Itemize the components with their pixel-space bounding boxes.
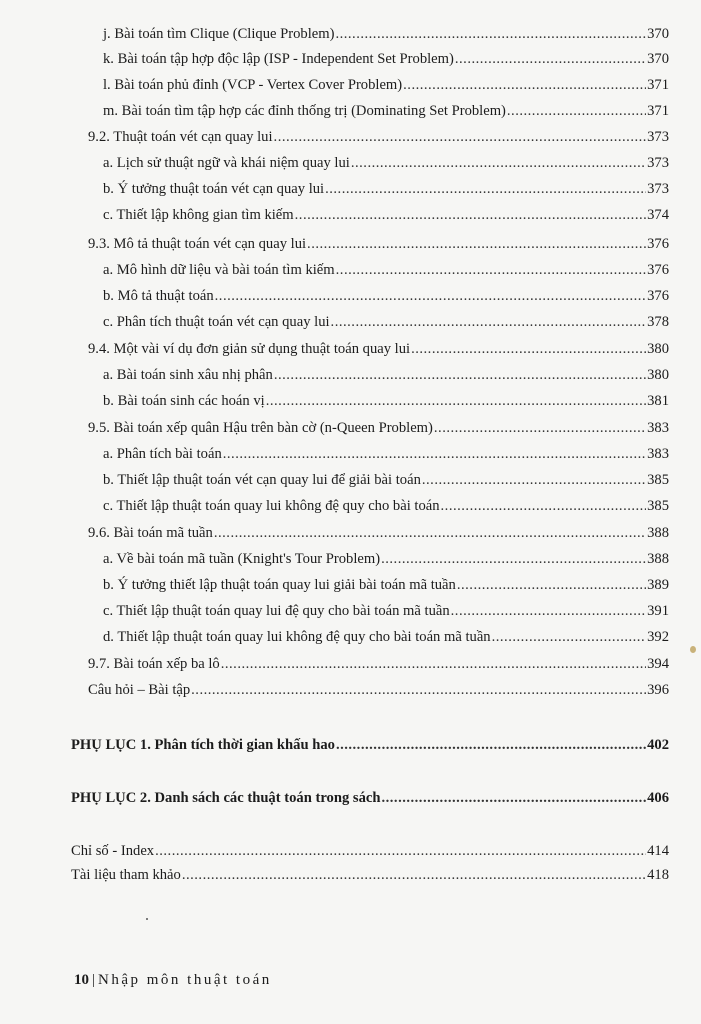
toc-section-entry — [88, 419, 669, 437]
toc-leader-dots — [266, 392, 646, 410]
toc-entry — [103, 180, 669, 198]
toc-entry-title: a. Phân tích bài toán — [103, 446, 222, 462]
scan-speck — [690, 646, 696, 653]
toc-entry-page: 383 — [647, 420, 669, 436]
toc-entry-title: j. Bài toán tìm Clique (Clique Problem) — [103, 26, 335, 42]
toc-entry — [103, 76, 669, 94]
toc-entry-page: 370 — [647, 26, 669, 42]
toc-entry — [103, 602, 669, 620]
toc-entry-title: a. Về bài toán mã tuần (Knight's Tour Problem) — [103, 551, 381, 567]
toc-entry-page: 392 — [647, 629, 669, 645]
toc-entry-page: 414 — [647, 843, 669, 859]
toc-leader-dots — [215, 287, 646, 305]
toc-entry-page: 376 — [647, 288, 669, 304]
toc-entry — [103, 50, 669, 68]
toc-entry — [103, 445, 669, 463]
toc-entry-title: 9.2. Thuật toán vét cạn quay lui — [88, 129, 273, 145]
toc-entry-page: 373 — [647, 129, 669, 145]
toc-leader-dots — [274, 128, 647, 146]
toc-entry-title: Chỉ số - Index — [71, 843, 155, 859]
toc-entry — [103, 261, 669, 279]
toc-entry-title: PHỤ LỤC 1. Phân tích thời gian khấu hao — [71, 737, 335, 753]
toc-appendix-entry — [71, 736, 669, 754]
toc-entry — [103, 497, 669, 515]
toc-leader-dots — [331, 313, 647, 331]
toc-entry-title: PHỤ LỤC 2. Danh sách các thuật toán trong sách — [71, 790, 381, 806]
toc-leader-dots — [457, 576, 646, 594]
page-footer — [74, 972, 272, 989]
toc-leader-dots — [155, 842, 646, 860]
toc-entry-page: 385 — [647, 472, 669, 488]
toc-leader-dots — [214, 524, 646, 542]
toc-leader-dots — [381, 789, 646, 807]
toc-leader-dots — [422, 471, 646, 489]
toc-entry-title: b. Ý tưởng thiết lập thuật toán quay lui giải bài toán mã tuần — [103, 577, 456, 593]
toc-entry-title: m. Bài toán tìm tập hợp các đỉnh thống trị (Dominating Set Problem) — [103, 103, 506, 119]
toc-entry — [103, 550, 669, 568]
toc-entry-page: 388 — [647, 525, 669, 541]
toc-entry-title: b. Bài toán sinh các hoán vị — [103, 393, 265, 409]
footer-separator: | — [92, 972, 96, 988]
toc-entry-page: 371 — [647, 103, 669, 119]
toc-entry — [103, 471, 669, 489]
toc-back-matter-entry — [71, 842, 669, 860]
toc-leader-dots — [403, 76, 646, 94]
toc-leader-dots — [274, 366, 646, 384]
toc-entry — [103, 366, 669, 384]
toc-entry-title: Câu hỏi – Bài tập — [88, 682, 191, 698]
toc-entry — [103, 287, 669, 305]
toc-appendix-entry — [71, 789, 669, 807]
toc-entry-page: 396 — [647, 682, 669, 698]
page-number: 10 — [74, 972, 89, 988]
toc-entry-title: a. Bài toán sinh xâu nhị phân — [103, 367, 273, 383]
toc-entry-page: 373 — [647, 181, 669, 197]
toc-entry-page: 373 — [647, 155, 669, 171]
toc-entry — [103, 392, 669, 410]
toc-entry — [103, 206, 669, 224]
toc-leader-dots — [335, 25, 646, 43]
toc-entry — [103, 102, 669, 120]
running-book-title: Nhập môn thuật toán — [98, 972, 272, 988]
toc-entry — [103, 628, 669, 646]
toc-entry-page: 381 — [647, 393, 669, 409]
toc-leader-dots — [451, 602, 646, 620]
toc-entry-title: c. Thiết lập thuật toán quay lui không đệ quy cho bài toán — [103, 498, 440, 514]
toc-entry-title: c. Phân tích thuật toán vét cạn quay lui — [103, 314, 330, 330]
toc-entry-page: 376 — [647, 262, 669, 278]
toc-section-entry — [88, 128, 669, 146]
toc-entry-title: 9.3. Mô tả thuật toán vét cạn quay lui — [88, 236, 307, 252]
toc-back-matter-entry — [71, 866, 669, 884]
toc-entry-page: 418 — [647, 867, 669, 883]
toc-leader-dots — [507, 102, 646, 120]
toc-leader-dots — [191, 681, 646, 699]
toc-entry-title: c. Thiết lập không gian tìm kiếm — [103, 207, 294, 223]
toc-leader-dots — [381, 550, 646, 568]
toc-entry-title: c. Thiết lập thuật toán quay lui đệ quy cho bài toán mã tuần — [103, 603, 450, 619]
toc-entry-page: 370 — [647, 51, 669, 67]
toc-section-entry — [88, 340, 669, 358]
toc-entry-title: b. Mô tả thuật toán — [103, 288, 214, 304]
toc-entry-title: 9.4. Một vài ví dụ đơn giản sử dụng thuật toán quay lui — [88, 341, 411, 357]
toc-entry-page: 371 — [647, 77, 669, 93]
toc-entry-page: 374 — [647, 207, 669, 223]
toc-entry-page: 391 — [647, 603, 669, 619]
toc-leader-dots — [221, 655, 646, 673]
toc-leader-dots — [492, 628, 647, 646]
toc-entry — [103, 576, 669, 594]
toc-entry-title: 9.5. Bài toán xếp quân Hậu trên bàn cờ (n-Queen Problem) — [88, 420, 433, 436]
toc-leader-dots — [411, 340, 646, 358]
toc-leader-dots — [336, 261, 646, 279]
toc-leader-dots — [182, 866, 646, 884]
toc-chapter-entry — [88, 681, 669, 699]
toc-leader-dots — [351, 154, 646, 172]
toc-entry-page: 380 — [647, 341, 669, 357]
toc-entry-page: 383 — [647, 446, 669, 462]
toc-entry-title: a. Lịch sử thuật ngữ và khái niệm quay lui — [103, 155, 350, 171]
toc-entry-page: 380 — [647, 367, 669, 383]
toc-section-entry — [88, 235, 669, 253]
toc-section-entry — [88, 524, 669, 542]
toc-entry-title: 9.7. Bài toán xếp ba lô — [88, 656, 220, 672]
toc-entry-page: 376 — [647, 236, 669, 252]
toc-entry-page: 385 — [647, 498, 669, 514]
toc-entry-title: a. Mô hình dữ liệu và bài toán tìm kiếm — [103, 262, 335, 278]
toc-section-entry — [88, 655, 669, 673]
toc-leader-dots — [223, 445, 646, 463]
toc-entry-title: d. Thiết lập thuật toán quay lui không đệ quy cho bài toán mã tuần — [103, 629, 491, 645]
toc-leader-dots — [336, 736, 646, 754]
toc-leader-dots — [441, 497, 647, 515]
toc-entry-page: 378 — [647, 314, 669, 330]
toc-entry-title: k. Bài toán tập hợp độc lập (ISP - Independent Set Problem) — [103, 51, 454, 67]
toc-leader-dots — [295, 206, 646, 224]
toc-leader-dots — [455, 50, 646, 68]
scan-speck — [146, 918, 148, 920]
toc-entry — [103, 25, 669, 43]
toc-entry-page: 389 — [647, 577, 669, 593]
toc-entry-title: l. Bài toán phủ đỉnh (VCP - Vertex Cover Problem) — [103, 77, 403, 93]
toc-leader-dots — [325, 180, 646, 198]
toc-entry-title: b. Thiết lập thuật toán vét cạn quay lui để giải bài toán — [103, 472, 421, 488]
toc-entry-title: b. Ý tưởng thuật toán vét cạn quay lui — [103, 181, 325, 197]
toc-entry-title: Tài liệu tham khảo — [71, 867, 181, 883]
toc-entry — [103, 154, 669, 172]
toc-leader-dots — [434, 419, 646, 437]
toc-entry — [103, 313, 669, 331]
toc-entry-page: 394 — [647, 656, 669, 672]
toc-entry-title: 9.6. Bài toán mã tuần — [88, 525, 213, 541]
toc-entry-page: 388 — [647, 551, 669, 567]
toc-leader-dots — [307, 235, 646, 253]
toc-entry-page: 402 — [647, 737, 669, 753]
toc-entry-page: 406 — [647, 790, 669, 806]
